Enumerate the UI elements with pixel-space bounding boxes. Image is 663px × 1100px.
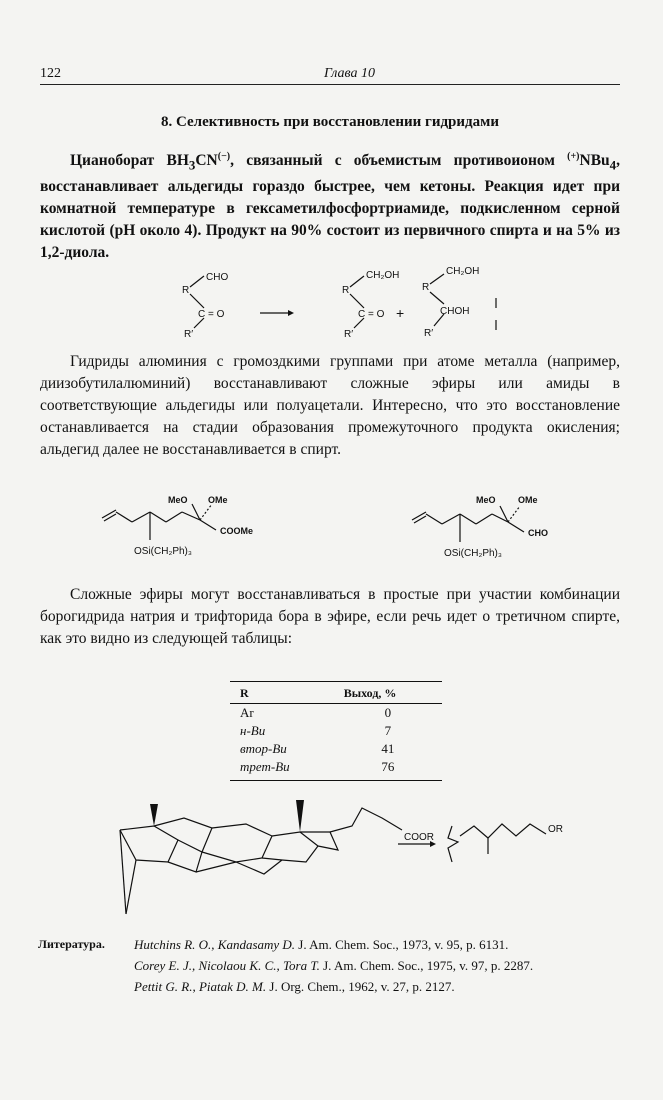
reference-item: Hutchins R. O., Kandasamy D. J. Am. Chem. Soc., 1973, v. 95, p. 6131. bbox=[134, 937, 509, 952]
r-label-3: R bbox=[422, 282, 430, 293]
page-number: 122 bbox=[40, 66, 61, 81]
reference-item: Pettit G. R., Piatak D. M. J. Org. Chem., 1962, v. 27, p. 2127. bbox=[134, 979, 455, 994]
cho-label: CHO bbox=[206, 272, 229, 283]
coor-label: COOR bbox=[404, 832, 434, 843]
paragraph-aluminum-hydrides: Гидриды алюминия с громоздкими группами при атоме металла (например, диизобутилалюминий) восстанавливают сложные эфиры или амиды в соответствующие альдегиды или полуацетали. Интересно, что это восстановление останавливается на стадии образования промежуточного продукта окисления; альдегид далее не восстанавливается в спирт. bbox=[40, 353, 620, 458]
section-title: 8. Селективность при восстановлении гидридами bbox=[161, 114, 499, 130]
paragraph-cyanoborate: Цианоборат $BH_3CN^{(-)}$, связанный с объемистым противоионом (+)NBu$_4$, восстанавливает альдегиды гораздо быстрее, чем кетоны. Реакция идет при комнатной температуре в гексаметилфосфортриамиде, подкисленном серной кислотой (pH около 4). Продукт на 90% состоит из первичного спирта и на 5% из 1,2-диола. bbox=[40, 151, 620, 262]
r-prime-label-2: R′ bbox=[344, 329, 354, 340]
r-prime-label: R′ bbox=[184, 329, 194, 340]
coome-label: COOMe bbox=[220, 526, 254, 536]
co-label-2: C = O bbox=[358, 309, 385, 320]
osi-label-2: OSi(CH₂Ph)₃ bbox=[444, 548, 502, 559]
meo-label-2: MeO bbox=[476, 495, 496, 505]
r-label-2: R bbox=[342, 285, 350, 296]
reference-item: Corey E. J., Nicolaou K. C., Tora T. J. Am. Chem. Soc., 1975, v. 97, p. 2287. bbox=[134, 958, 534, 973]
table-row: втор-Bu 41 bbox=[240, 741, 395, 756]
table-row: Ar 0 bbox=[240, 705, 392, 720]
ome-label: OMe bbox=[208, 495, 228, 505]
references-label: Литература. bbox=[38, 937, 105, 951]
table-row: трет-Bu 76 bbox=[230, 758, 442, 781]
table-header-r: R bbox=[230, 682, 334, 704]
table-row: н-Bu 7 bbox=[240, 723, 392, 738]
steroid-scheme bbox=[96, 796, 596, 922]
plus-sign: + bbox=[396, 305, 405, 321]
yield-table bbox=[230, 681, 442, 781]
co-label: C = O bbox=[198, 309, 225, 320]
reduction-scheme-2 bbox=[96, 488, 566, 566]
ch2oh-label-3: CH₂OH bbox=[446, 266, 480, 277]
chapter-title: Глава 10 bbox=[324, 66, 375, 81]
reduction-scheme-1 bbox=[160, 262, 520, 342]
ch2oh-label: CH₂OH bbox=[366, 270, 400, 281]
paragraph-esters: Сложные эфиры могут восстанавливаться в простые при участии комбинации борогидрида натрия и трифторида бора в эфире, если речь идет о третичном спирте, как это видно из следующей таблицы: bbox=[40, 586, 620, 647]
r-prime-label-3: R′ bbox=[424, 328, 434, 339]
r-label: R bbox=[182, 285, 190, 296]
chohch-label: CHOH bbox=[440, 306, 470, 317]
page-header bbox=[40, 64, 620, 85]
or-label: OR bbox=[548, 824, 563, 835]
osi-label: OSi(CH₂Ph)₃ bbox=[134, 546, 192, 557]
cho-label-2: CHO bbox=[528, 528, 548, 538]
table-header-yield: Выход, % bbox=[334, 682, 442, 704]
ome-label-2: OMe bbox=[518, 495, 538, 505]
meo-label: MeO bbox=[168, 495, 188, 505]
